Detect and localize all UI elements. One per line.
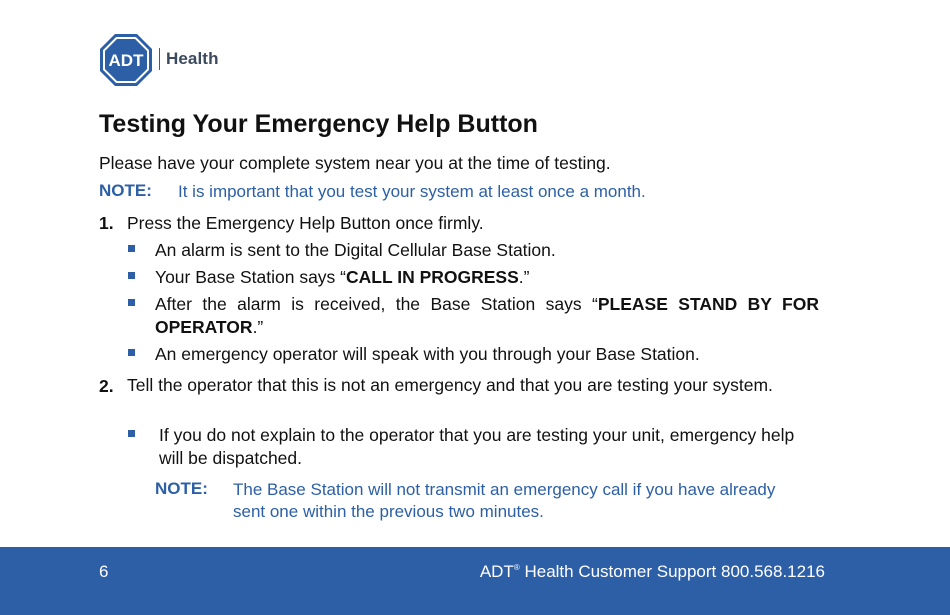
note2-label: NOTE: — [155, 479, 208, 498]
intro-text: Please have your complete system near you at the time of testing. — [99, 153, 611, 173]
bullet-marker — [128, 349, 135, 356]
bullet-marker — [128, 245, 135, 252]
adt-logo — [99, 33, 153, 87]
note1-text: It is important that you test your system at least once a month. — [178, 182, 646, 201]
step1-bullet1: An alarm is sent to the Digital Cellular Base Station. — [155, 240, 556, 260]
step2-text: Tell the operator that this is not an emergency and that you are testing your system. — [127, 375, 773, 395]
bullet-marker — [128, 430, 135, 437]
support-line: ADT® Health Customer Support 800.568.1216 — [479, 562, 825, 581]
note1-label: NOTE: — [99, 181, 152, 200]
brand-health-label: Health — [166, 49, 219, 68]
bullet-marker — [128, 299, 135, 306]
logo-text: ADT — [108, 51, 144, 70]
bullet-marker — [128, 272, 135, 279]
step1-bullet4: An emergency operator will speak with you through your Base Station. — [155, 344, 700, 364]
step1-bullet3: After the alarm is received, the Base Station says “PLEASE STAND BY FOR OPERATOR.” — [155, 294, 819, 337]
step1-text: Press the Emergency Help Button once firmly. — [127, 213, 484, 233]
step2-bullet1: If you do not explain to the operator that you are testing your unit, emergency help will be dispatched. — [159, 425, 795, 468]
step1-bullet2: Your Base Station says “CALL IN PROGRESS.” — [155, 267, 530, 287]
note2-text: The Base Station will not transmit an emergency call if you have already sent one within the previous two minutes. — [233, 480, 776, 521]
page-number: 6 — [99, 562, 109, 581]
logo-divider — [159, 48, 160, 70]
step1-number: 1. — [99, 213, 114, 233]
page-title: Testing Your Emergency Help Button — [99, 110, 538, 138]
step2-number: 2. — [99, 376, 114, 396]
